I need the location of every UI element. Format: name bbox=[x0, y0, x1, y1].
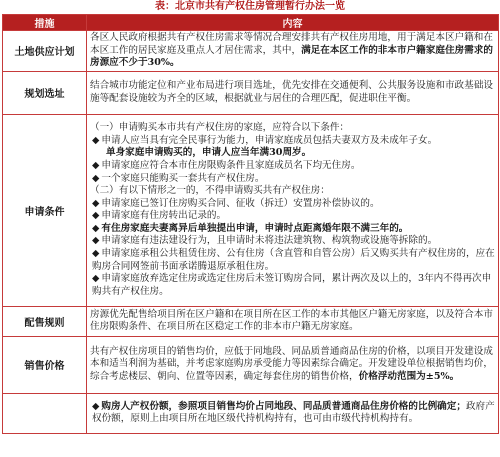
content-price bbox=[87, 336, 499, 393]
header-row bbox=[3, 15, 499, 31]
list-item: ◆ 申请家庭承租公共租赁住房、公有住房（含直管和自管公房）后又购买共有产权住房的，应在购房合同网签前书面承诺腾退原承租住房。 bbox=[92, 248, 495, 272]
content-ownership bbox=[87, 393, 499, 433]
row-conditions bbox=[3, 114, 499, 306]
diamond-bullet-icon: ◆ bbox=[92, 172, 100, 184]
price-range-highlight: 价格浮动范围为±5%。 bbox=[358, 371, 460, 383]
label-land-supply: 土地供应计划 bbox=[3, 31, 87, 72]
list-item: ◆ 一个家庭只能购买一套共有产权住房。 bbox=[92, 172, 265, 184]
diamond-bullet-icon: ◆ bbox=[92, 222, 100, 234]
label-price: 销售价格 bbox=[3, 336, 87, 393]
diamond-bullet-icon: ◆ bbox=[92, 235, 100, 247]
conditions-section-2: （二）有以下情形之一的，不得申请购买共有产权住房： bbox=[90, 185, 330, 197]
diamond-bullet-icon: ◆ bbox=[92, 197, 100, 209]
label-conditions: 申请条件 bbox=[3, 114, 87, 306]
price-text: 共有产权住房项目的销售均价，应低于同地段、同品质普通商品住房的价格，以项目开发建设成本和适当利润为基础，并考虑家庭购房承受能力等因素综合确定。开发建设单位根据销售均价，综合考虑楼层、朝向、位置等因素，确定每套住房的销售价格， bbox=[90, 345, 493, 383]
diamond-bullet-icon: ◆ bbox=[92, 210, 100, 222]
header-content: 内容 bbox=[87, 15, 499, 31]
label-allocation: 配售规则 bbox=[3, 306, 87, 336]
list-item: ◆ 申请家庭已签订住房购买合同、征收（拆迁）安置房补偿协议的。 bbox=[92, 197, 380, 209]
row-site-selection bbox=[3, 71, 499, 114]
label-site-selection: 规划选址 bbox=[3, 71, 87, 114]
policy-table bbox=[2, 14, 499, 434]
site-selection-text: 结合城市功能定位和产业布局进行项目选址，优先安排在交通便利、公共服务设施和市政基础设施等配套设施较为齐全的区域，根据就业与居住的合理匹配，促进职住平衡。 bbox=[90, 80, 493, 104]
diamond-bullet-icon: ◆ bbox=[92, 159, 100, 171]
list-item: ◆ 申请家庭应符合本市住房限购条件且家庭成员名下均无住房。 bbox=[92, 159, 361, 171]
label-ownership bbox=[3, 393, 87, 433]
list-item: ◆ 申请家庭放弃选定住房或选定住房后未签订购房合同，累计两次及以上的，3年内不得再次申购共有产权住房。 bbox=[92, 273, 492, 297]
list-item: 单身家庭申请购买的，申请人应当年满30周岁。 bbox=[106, 147, 312, 159]
content-conditions bbox=[87, 114, 499, 306]
conditions-section-1: （一）申请购买本市共有产权住房的家庭，应符合以下条件： bbox=[90, 122, 350, 134]
list-item: ◆ 申请家庭有住房转出记录的。 bbox=[92, 210, 227, 222]
diamond-bullet-icon: ◆ bbox=[92, 400, 100, 412]
row-price bbox=[3, 336, 499, 393]
content-land-supply bbox=[87, 31, 499, 72]
land-supply-text: 各区人民政府根据共有产权住房需求等情况合理安排共有产权住房用地，用于满足本区户籍和在本区工作的居民家庭及重点人才居住需求，其中， bbox=[90, 32, 493, 56]
list-item: ◆ 有住房家庭夫妻离异后单独提出申请，申请时点距离婚年限不满三年的。 bbox=[92, 222, 409, 234]
row-allocation bbox=[3, 306, 499, 336]
land-supply-highlight: 满足在本区工作的非本市户籍家庭住房需求的房源应不少于30%。 bbox=[90, 44, 493, 69]
diamond-bullet-icon: ◆ bbox=[92, 273, 100, 285]
diamond-bullet-icon: ◆ bbox=[92, 248, 100, 260]
content-allocation bbox=[87, 306, 499, 336]
row-land-supply bbox=[3, 31, 499, 72]
list-item: ◆ 申请人应当具有完全民事行为能力，申请家庭成员包括夫妻双方及未成年子女。 bbox=[92, 134, 438, 146]
content-site-selection bbox=[87, 71, 499, 114]
header-measure: 措施 bbox=[3, 15, 87, 31]
table-caption: 表：北京市共有产权住房管理暂行办法一览 bbox=[155, 1, 345, 12]
list-item: ◆ 申请家庭有违法建设行为，且申请时未将违法建筑物、构筑物或设施等拆除的。 bbox=[92, 235, 438, 247]
diamond-bullet-icon: ◆ bbox=[92, 134, 100, 146]
allocation-text: 房源优先配售给项目所在区户籍和在项目所在区工作的本市其他区户籍无房家庭，以及符合本市住房限购条件、在项目所在区稳定工作的非本市户籍无房家庭。 bbox=[90, 308, 493, 333]
row-ownership bbox=[3, 393, 499, 433]
list-item: ◆ 购房人产权份额，参照项目销售均价占同地段、同品质普通商品住房价格的比例确定；政府产权份额，原则上由项目所在地区级代持机构持有，也可由市级代持机构持有。 bbox=[92, 400, 495, 425]
